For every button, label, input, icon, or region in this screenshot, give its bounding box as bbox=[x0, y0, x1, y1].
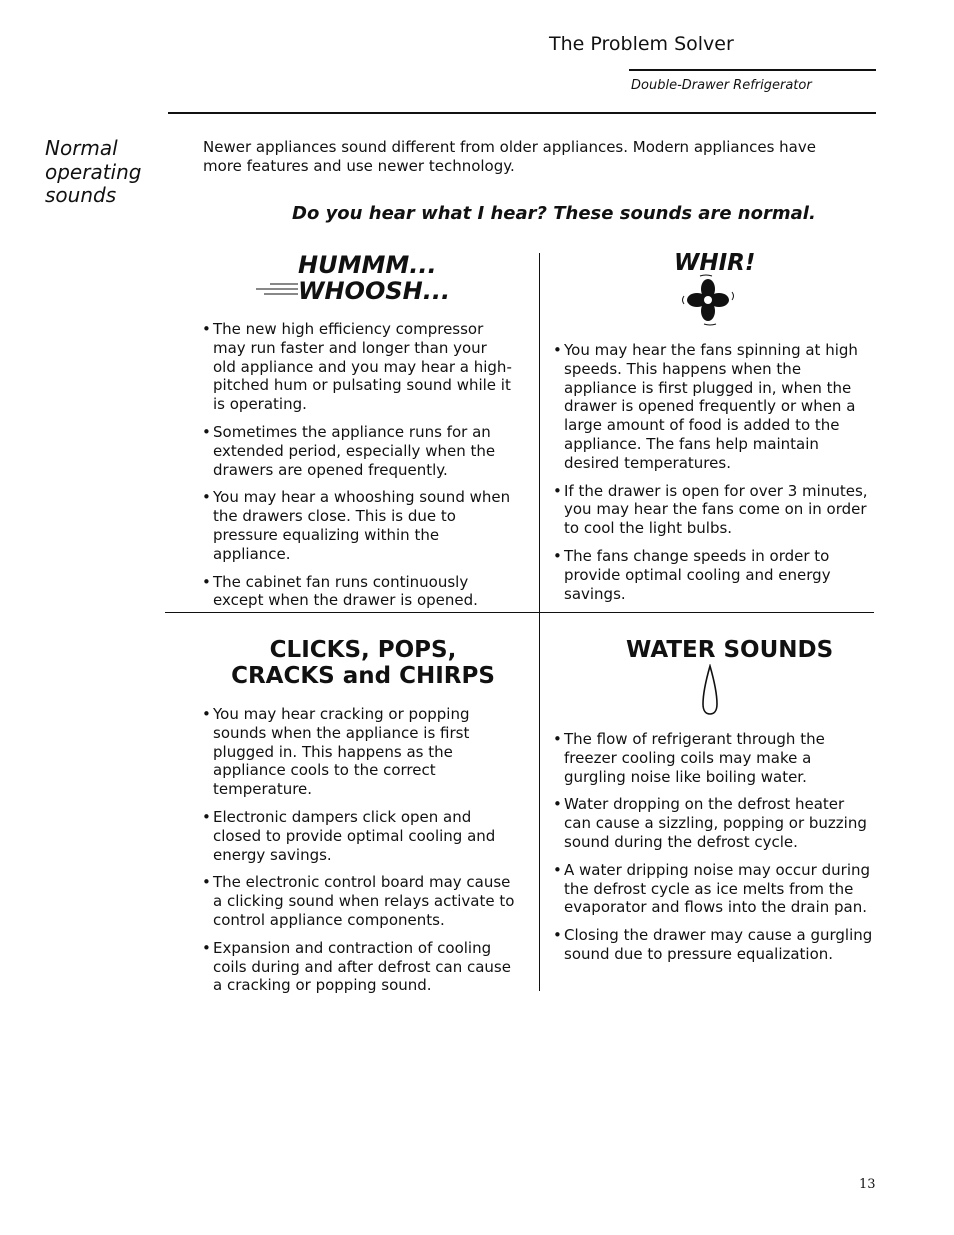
clicks-title-line2: CRACKS and CHIRPS bbox=[231, 663, 495, 689]
hummm-title-line2: WHOOSH... bbox=[298, 277, 451, 305]
list-item: • You may hear a whooshing sound when the drawers close. This is due to pressure equalizing within the appliance. bbox=[202, 488, 514, 563]
section-heading: Normal operating sounds bbox=[45, 136, 142, 207]
page-header-subtitle: Double-Drawer Refrigerator bbox=[631, 78, 812, 93]
list-item: • The flow of refrigerant through the freezer cooling coils may make a gurgling noise like boiling water. bbox=[553, 730, 873, 786]
clicks-panel-title bbox=[225, 637, 501, 689]
tagline: Do you hear what I hear? These sounds are normal. bbox=[292, 203, 816, 224]
water-panel-title: WATER SOUNDS bbox=[626, 637, 834, 663]
grid-divider-vertical-bottom bbox=[539, 613, 540, 991]
list-item: • The new high efficiency compressor may run faster and longer than your old appliance and you may hear a high-pitched hum or pulsating sound while it is operating. bbox=[202, 320, 514, 414]
list-item: • A water dripping noise may occur during the defrost cycle as ice melts from the evaporator and flows into the drain pan. bbox=[553, 861, 873, 917]
list-item: • Expansion and contraction of cooling coils during and after defrost can cause a cracking or popping sound. bbox=[202, 939, 522, 995]
header-divider bbox=[629, 69, 876, 71]
list-item: • Closing the drawer may cause a gurgling sound due to pressure equalization. bbox=[553, 926, 873, 964]
list-item: • The fans change speeds in order to provide optimal cooling and energy savings. bbox=[553, 547, 871, 603]
page-header-title: The Problem Solver bbox=[549, 33, 734, 55]
list-item: • Sometimes the appliance runs for an extended period, especially when the drawers are opened frequently. bbox=[202, 423, 514, 479]
fan-icon bbox=[680, 274, 736, 326]
clicks-title-line1: CLICKS, POPS, bbox=[269, 637, 457, 663]
hummm-panel-title bbox=[298, 252, 450, 304]
list-item: • You may hear cracking or popping sounds when the appliance is first plugged in. This happens as the appliance cools to the correct temperature. bbox=[202, 705, 522, 799]
whir-sound-list bbox=[553, 341, 871, 612]
section-divider bbox=[168, 112, 876, 114]
page-number: 13 bbox=[859, 1177, 876, 1192]
hummm-title-line1: HUMMM... bbox=[298, 251, 437, 279]
list-item: • The electronic control board may cause a clicking sound when relays activate to control appliance components. bbox=[202, 873, 522, 929]
grid-divider-vertical-top bbox=[539, 253, 540, 612]
water-drop-icon bbox=[700, 664, 720, 716]
intro-paragraph: Newer appliances sound different from older appliances. Modern appliances have more features and use newer technology. bbox=[203, 138, 816, 175]
list-item: • Electronic dampers click open and closed to provide optimal cooling and energy savings. bbox=[202, 808, 522, 864]
clicks-sound-list bbox=[202, 705, 522, 1004]
water-sound-list bbox=[553, 730, 873, 973]
list-item: • You may hear the fans spinning at high speeds. This happens when the appliance is first plugged in, when the drawer is opened frequently or when a large amount of food is added to the appliance. The fans help maintain desired temperatures. bbox=[553, 341, 871, 473]
whir-panel-title: WHIR! bbox=[674, 250, 756, 276]
hummm-sound-list bbox=[202, 320, 514, 619]
list-item: • If the drawer is open for over 3 minutes, you may hear the fans come on in order to cool the light bulbs. bbox=[553, 482, 871, 538]
list-item: • Water dropping on the defrost heater can cause a sizzling, popping or buzzing sound during the defrost cycle. bbox=[553, 795, 873, 851]
speed-lines-icon bbox=[256, 282, 300, 298]
list-item: • The cabinet fan runs continuously except when the drawer is opened. bbox=[202, 573, 514, 611]
